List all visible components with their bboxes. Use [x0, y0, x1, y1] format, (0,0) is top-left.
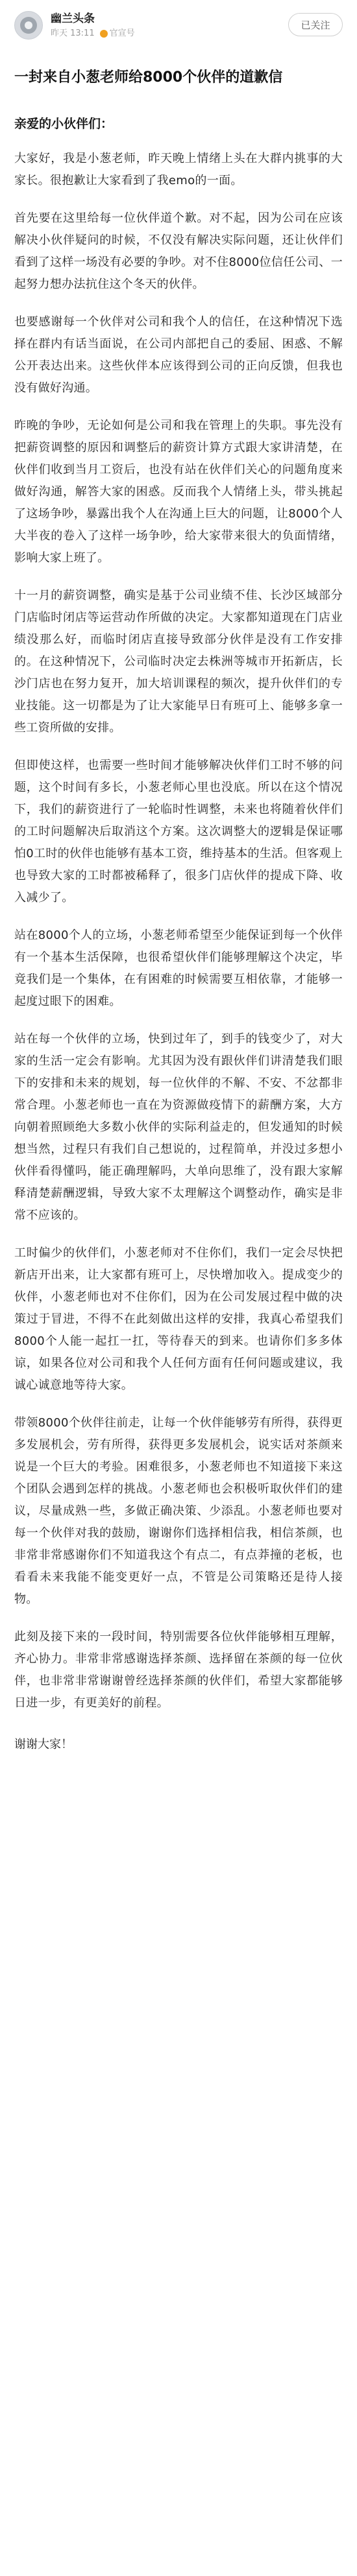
paragraph-6: 但即使这样，也需要一些时间才能够解决伙伴们工时不够的问题，这个时间有多长，小葱老师心里也没底。所以在这个情况下，我们的薪资进行了一轮临时性调整，未来也将随着伙伴们的工时问题解决后取消这个方案。这次调整大的逻辑是保证哪怕0工时的伙伴也能够有基本工资，维持基本的生活。但客观上也导致大家的工时都被稀释了，很多门店伙伴的提成下降、收入减少了。 — [14, 759, 343, 904]
post-meta — [51, 29, 135, 39]
article-closing: 谢谢大家！ — [14, 1738, 73, 1751]
account-meta — [51, 12, 135, 39]
post-time: 昨天 13:11 — [51, 29, 95, 38]
account-name[interactable]: 幽兰头条 — [51, 12, 95, 25]
paragraph-2: 首先要在这里给每一位伙伴道个歉。对不起，因为公司在应该解决小伙伴疑问的时候，不仅没有解决实际问题，还让伙伴们看到了这样一场没有必要的争吵。对不住8000位信任公司、一起努力想办法抗住这个冬天的伙伴。 — [14, 211, 343, 291]
verified-icon — [100, 30, 108, 38]
paragraph-5: 十一月的薪资调整，确实是基于公司业绩不佳、长沙区域部分门店临时闭店等运营动作所做的决定。大家都知道现在门店业绩没那么好，而临时闭店直接导致部分伙伴是没有工作安排的。在这种情况下，公司临时决定去株洲等城市开拓新店，长沙门店也在努力复开，加大培训课程的频次，提升伙伴们的专业技能。这一切都是为了让大家能早日有班可上、能够多拿一些工资所做的安排。 — [14, 589, 343, 735]
article-body — [0, 114, 357, 1756]
official-badge-label: 官宣号 — [109, 29, 135, 38]
official-badge — [100, 29, 135, 39]
paragraph-8: 站在每一个伙伴的立场，快到过年了，到手的钱变少了，对大家的生活一定会有影响。尤其因为没有跟伙伴们讲清楚我们眼下的安排和未来的规划，每一位伙伴的不解、不安、不忿都非常合理。小葱老师也一直在为资源做疫情下的薪酬方案，大方向朝着照顾绝大多数小伙伴的实际利益走的，但发通知的时候想当然，过程只有我们自己想说的，过程简单，并没过多想小伙伴看得懂吗，能正确理解吗，大单向思维了，没有跟大家解释清楚薪酬逻辑，导致大家不太理解这个调整动作，确实是非常不应该的。 — [14, 1032, 343, 1222]
paragraph-4: 昨晚的争吵，无论如何是公司和我在管理上的失职。事先没有把薪资调整的原因和调整后的薪资计算方式跟大家讲清楚，在伙伴们收到当月工资后，也没有站在伙伴们关心的问题角度来做好沟通，解答大家的困惑。反而我个人情绪上头，带头挑起了这场争吵，暴露出我个人在沟通上巨大的问题，让8000个人大半夜的卷入了这样一场争吵，给大家带来很大的负面情绪，影响大家上班了。 — [14, 419, 343, 565]
paragraph-3: 也要感谢每一个伙伴对公司和我个人的信任，在这种情况下选择在群内有话当面说，在公司内部把自己的委屈、困惑、不解公开表达出来。这些伙伴本应该得到公司的正向反馈，但我也没有做好沟通。 — [14, 315, 343, 395]
paragraph-1: 大家好，我是小葱老师，昨天晚上情绪上头在大群内挑事的大家长。很抱歉让大家看到了我emo的一面。 — [14, 152, 343, 187]
paragraph-10: 带领8000个伙伴往前走，让每一个伙伴能够劳有所得，获得更多发展机会，劳有所得，获得更多发展机会，说实话对茶颜来说是一个巨大的考验。困难很多，小葱老师也不知道接下来这个团队会遇到怎样的挑战。小葱老师也会积极听取伙伴们的建议，尽量成熟一些，多做正确决策、少添乱。小葱老师也要对每一个伙伴对我的鼓励，谢谢你们选择相信我，相信茶颜，也非常非常感谢你们不知道我这个有点二，有点莽撞的老板，也看看未来我能不能变更好一点，不管是公司策略还是待人接物。 — [14, 1416, 343, 1606]
avatar-logo-inner — [25, 21, 32, 29]
article-title: 一封来自小葱老师给8000个伙伴的道歉信 — [14, 69, 283, 86]
article-header — [0, 0, 357, 51]
paragraph-7: 站在8000个人的立场，小葱老师希望至少能保证到每一个伙伴有一个基本生活保障，也很希望伙伴们能够理解这个决定，毕竟我们是一个集体，在有困难的时候需要互相依靠，才能够一起度过眼下的困难。 — [14, 928, 343, 1008]
account-avatar[interactable] — [14, 11, 43, 40]
article-greeting: 亲爱的小伙伴们： — [14, 117, 114, 131]
paragraph-9: 工时偏少的伙伴们，小葱老师对不住你们，我们一定会尽快把新店开出来，让大家都有班可上，尽快增加收入。提成变少的伙伴，小葱老师也对不住你们，因为在公司发展过程中做的决策过于冒进，不得不在此刻做出这样的安排，我真心希望我们8000个人能一起扛一扛，等待春天的到来。也请你们多多体谅，如果各位对公司和我个人任何方面有任何问题或建议，我诚心诚意地等待大家。 — [14, 1246, 343, 1392]
follow-button[interactable]: 已关注 — [288, 13, 343, 36]
paragraph-11: 此刻及接下来的一段时间，特别需要各位伙伴能够相互理解，齐心协力。非常非常感谢选择茶颜、选择留在茶颜的每一位伙伴，也非常非常谢谢曾经选择茶颜的伙伴们，希望大家都能够日进一步，有更美好的前程。 — [14, 1630, 343, 1710]
